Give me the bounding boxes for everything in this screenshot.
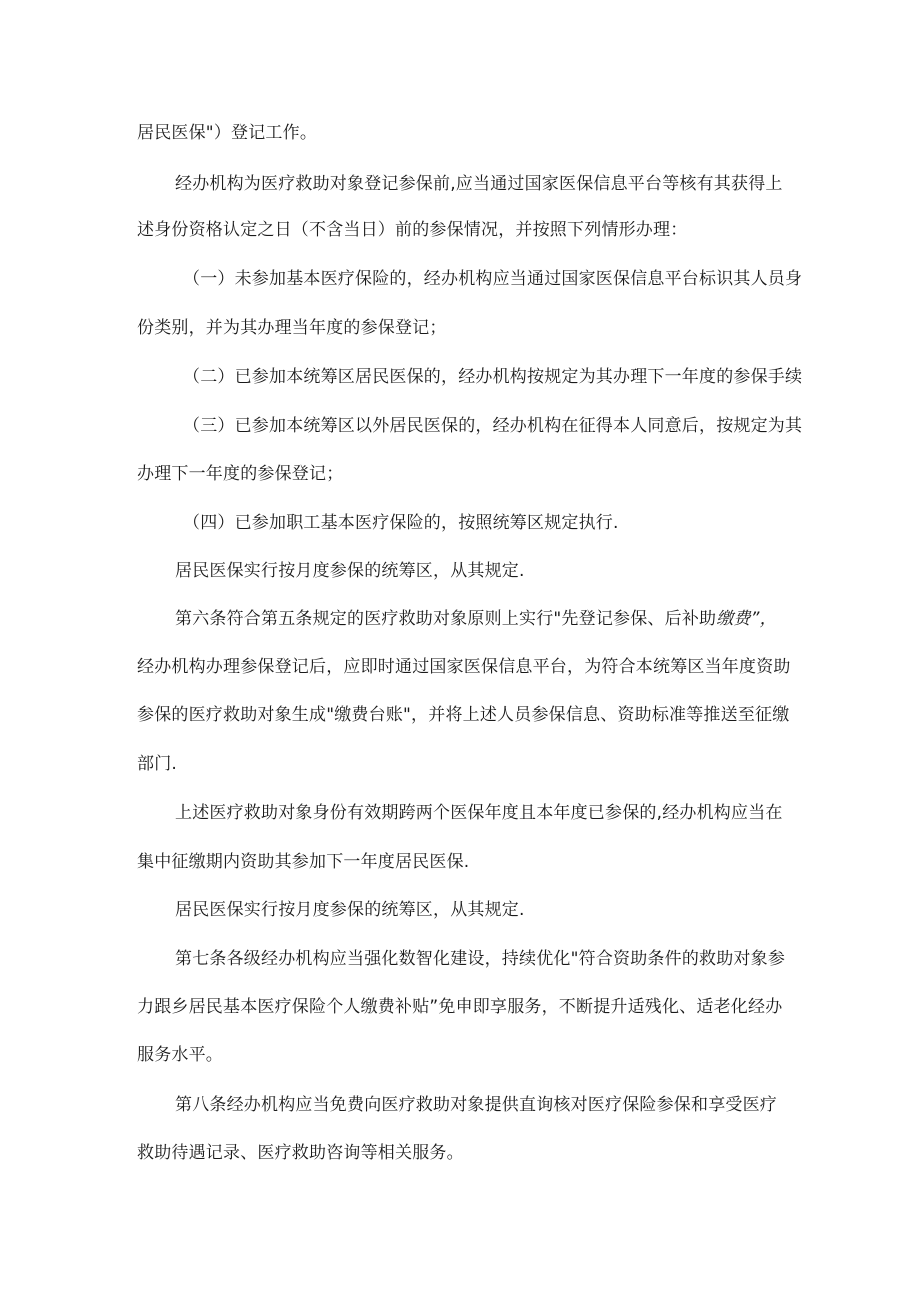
text-line-20: 服务水平。 — [137, 1045, 223, 1065]
text-line-14: 部门. — [137, 754, 178, 774]
text-line-2: 经办机构为医疗救助对象登记参保前,应当通过国家医保信息平台等核有其获得上 — [175, 174, 783, 194]
text-line-11 — [175, 607, 777, 631]
text-line-21: 第八条经办机构应当免费向医疗救助对象提供直询核对医疗保险参保和享受医疗 — [175, 1095, 777, 1115]
text-line-11-italic-tail: 缴费”， — [716, 609, 777, 629]
text-line-4: （一）未参加基本医疗保险的，经办机构应当通过国家医保信息平台标识其人员身 — [183, 269, 803, 289]
text-line-3: 述身份资格认定之日（不含当日）前的参保情况，并按照下列情形办理： — [137, 220, 688, 240]
text-line-13: 参保的医疗救助对象生成"缴费台账"，并将上述人员参保信息、资助标准等推送至征缴 — [137, 705, 790, 725]
text-line-19: 力跟乡居民基本医疗保险个人缴费补贴”免申即享服务，不断提升适残化、适老化经办 — [137, 997, 783, 1017]
text-line-15: 上述医疗救助对象身份有效期跨两个医保年度且本年度已参保的,经办机构应当在 — [175, 803, 783, 823]
text-line-7: （三）已参加本统筹区以外居民医保的，经办机构在征得本人同意后，按规定为其 — [183, 416, 803, 436]
text-line-8: 办理下一年度的参保登记； — [137, 464, 344, 484]
text-line-12: 经办机构办理参保登记后，应即时通过国家医保信息平台，为符合本统筹区当年度资助 — [137, 657, 791, 677]
text-line-17: 居民医保实行按月度参保的统筹区，从其规定. — [175, 900, 525, 920]
text-line-1: 居民医保"）登记工作。 — [137, 123, 318, 143]
text-line-9: （四）已参加职工基本医疗保险的，按照统筹区规定执行. — [183, 513, 619, 533]
text-line-16: 集中征缴期内资助其参加下一年度居民医保. — [137, 852, 470, 872]
text-line-22: 救助待遇记录、医疗救助咨询等相关服务。 — [137, 1143, 464, 1163]
text-line-6: （二）已参加本统筹区居民医保的，经办机构按规定为其办理下一年度的参保手续 — [183, 367, 803, 387]
text-line-5: 份类别，并为其办理当年度的参保登记； — [137, 318, 447, 338]
text-line-10: 居民医保实行按月度参保的统筹区，从其规定. — [175, 561, 525, 581]
text-line-11-main: 第六条符合第五条规定的医疗救助对象原则上实行"先登记参保、后补助 — [175, 609, 717, 629]
text-line-18: 第七条各级经办机构应当强化数智化建设，持续优化"符合资助条件的救助对象参 — [175, 949, 786, 969]
